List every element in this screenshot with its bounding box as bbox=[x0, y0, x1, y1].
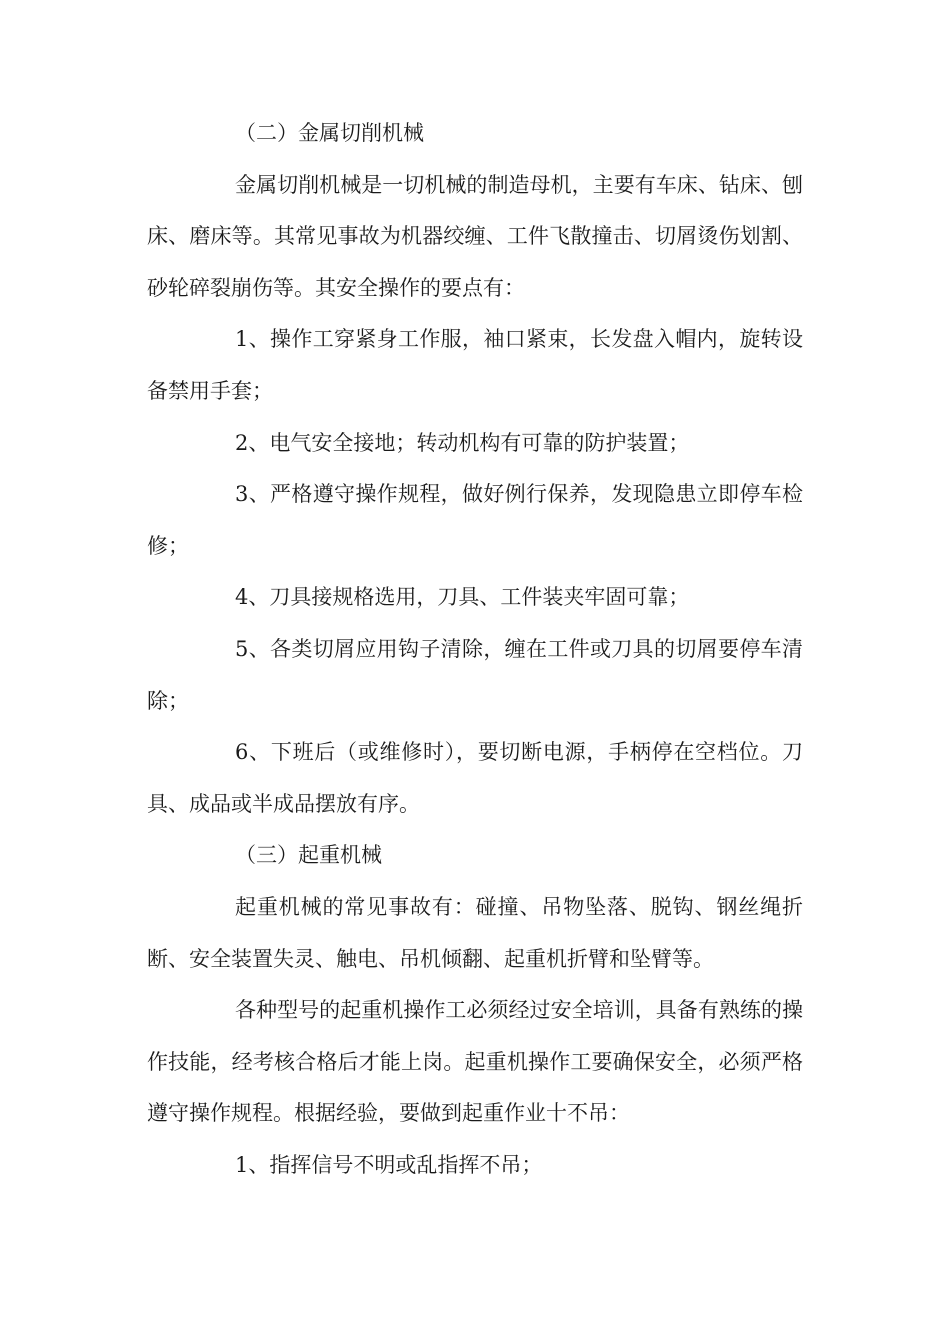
section-heading-metal-cutting: （二）金属切削机械 bbox=[235, 121, 424, 145]
list-item: 5、各类切屑应用钩子清除，缠在工件或刀具的切屑要停车清除； bbox=[147, 636, 803, 713]
paragraph-metal-cutting-intro: 金属切削机械是一切机械的制造母机，主要有车床、钻床、刨床、磨床等。其常见事故为机器绞缠、工件飞散撞击、切屑烫伤划割、砂轮碎裂崩伤等。其安全操作的要点有： bbox=[147, 172, 803, 300]
list-item: 1、操作工穿紧身工作服，袖口紧束，长发盘入帽内，旋转设备禁用手套； bbox=[147, 327, 803, 403]
paragraph-lifting-accidents: 起重机械的常见事故有：碰撞、吊物坠落、脱钩、钢丝绳折断、安全装置失灵、触电、吊机倾翻、起重机折臂和坠臂等。 bbox=[147, 894, 803, 971]
document-body bbox=[147, 108, 803, 1191]
section-heading-lifting-machinery: （三）起重机械 bbox=[235, 843, 382, 868]
paragraph-lifting-operator-rules: 各种型号的起重机操作工必须经过安全培训，具备有熟练的操作技能，经考核合格后才能上岗。起重机操作工要确保安全，必须严格遵守操作规程。根据经验，要做到起重作业十不吊： bbox=[147, 998, 803, 1126]
list-item: 4、刀具接规格选用，刀具、工件装夹牢固可靠； bbox=[235, 585, 690, 610]
list-item: 3、严格遵守操作规程，做好例行保养，发现隐患立即停车检修； bbox=[147, 482, 803, 558]
list-item: 6、下班后（或维修时），要切断电源，手柄停在空档位。刀具、成品或半成品摆放有序。 bbox=[147, 740, 803, 816]
list-item: 2、电气安全接地；转动机构有可靠的防护装置； bbox=[235, 430, 690, 455]
list-item: 1、指挥信号不明或乱指挥不吊； bbox=[235, 1152, 543, 1177]
